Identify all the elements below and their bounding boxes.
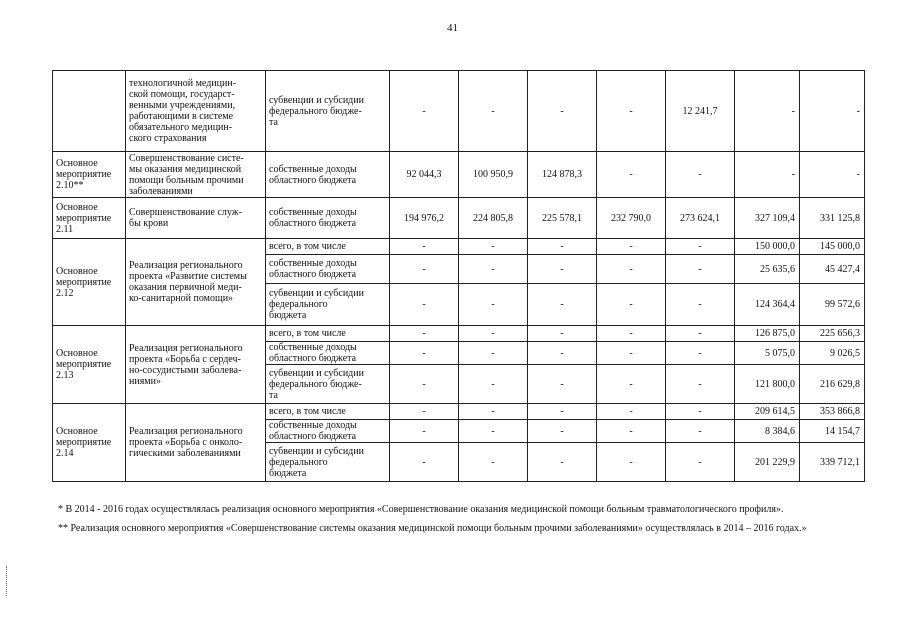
value-cell: - bbox=[390, 326, 459, 342]
page-number: 41 bbox=[447, 22, 458, 34]
source-cell bbox=[266, 255, 390, 284]
name-cell-line: бы крови bbox=[129, 218, 169, 229]
table-row bbox=[53, 71, 865, 152]
name-cell-line: проекта «Развитие системы bbox=[129, 271, 247, 282]
value-cell: - bbox=[528, 420, 597, 443]
value-cell: - bbox=[528, 342, 597, 365]
source-cell-line: собственные доходы bbox=[269, 258, 357, 269]
source-cell bbox=[266, 420, 390, 443]
source-cell bbox=[266, 404, 390, 420]
event-cell bbox=[53, 326, 126, 404]
event-cell-line: 2.10** bbox=[56, 180, 84, 191]
budget-table bbox=[52, 70, 865, 482]
source-cell bbox=[266, 365, 390, 404]
name-cell-line: оказания первичной меди- bbox=[129, 282, 242, 293]
source-cell bbox=[266, 326, 390, 342]
source-cell-line: субвенции и субсидии bbox=[269, 367, 364, 379]
footnote-2: ** Реализация основного мероприятия «Совершенствование системы оказания медицинской помощи больным прочими заболеваниями» осуществлялась в 2014 – 2016 годах.» bbox=[58, 523, 807, 534]
event-cell-line: мероприятие bbox=[56, 276, 112, 288]
value-cell: 14 154,7 bbox=[800, 420, 865, 443]
source-cell bbox=[266, 342, 390, 365]
value-cell: - bbox=[597, 365, 666, 404]
value-cell: - bbox=[459, 404, 528, 420]
source-cell-line: субвенции и субсидии bbox=[269, 288, 364, 299]
name-cell-line: проекта «Борьба с сердеч- bbox=[129, 353, 241, 365]
name-cell-line: ского страхования bbox=[129, 133, 207, 144]
value-cell: 150 000,0 bbox=[735, 239, 800, 255]
event-cell-line: 2.13 bbox=[56, 370, 74, 381]
event-cell-line: 2.14 bbox=[56, 448, 74, 459]
margin-mark bbox=[6, 566, 13, 596]
value-cell: - bbox=[528, 71, 597, 152]
event-cell bbox=[53, 239, 126, 326]
value-cell: - bbox=[459, 71, 528, 152]
name-cell-line: мы оказания медицинской bbox=[129, 163, 242, 175]
value-cell: - bbox=[459, 420, 528, 443]
name-cell-line: Совершенствование систе- bbox=[129, 152, 244, 164]
value-cell: - bbox=[390, 239, 459, 255]
name-cell bbox=[126, 239, 266, 326]
source-cell-line: та bbox=[269, 389, 278, 401]
event-cell-line: Основное bbox=[56, 265, 98, 277]
value-cell: - bbox=[528, 255, 597, 284]
value-cell: - bbox=[528, 404, 597, 420]
name-cell-line: ской помощи, государст- bbox=[129, 89, 235, 100]
name-cell-line: обязательного медицин- bbox=[129, 122, 233, 133]
value-cell: - bbox=[597, 152, 666, 198]
value-cell: - bbox=[666, 326, 735, 342]
source-cell bbox=[266, 198, 390, 239]
event-cell-line: мероприятие bbox=[56, 437, 112, 448]
source-cell-line: та bbox=[269, 116, 278, 128]
value-cell: - bbox=[459, 365, 528, 404]
value-cell: 8 384,6 bbox=[735, 420, 800, 443]
value-cell: - bbox=[666, 342, 735, 365]
value-cell: 273 624,1 bbox=[666, 198, 735, 239]
source-cell-line: собственные доходы bbox=[269, 420, 357, 431]
table-row bbox=[53, 239, 865, 255]
value-cell: 232 790,0 bbox=[597, 198, 666, 239]
source-cell-line: субвенции и субсидии bbox=[269, 445, 364, 457]
value-cell: 339 712,1 bbox=[800, 443, 865, 482]
value-cell: - bbox=[390, 255, 459, 284]
name-cell-line: помощи больным прочими bbox=[129, 174, 244, 186]
value-cell: - bbox=[735, 152, 800, 198]
value-cell: 353 866,8 bbox=[800, 404, 865, 420]
name-cell-line: технологичной медицин- bbox=[129, 78, 237, 89]
table-row bbox=[53, 404, 865, 420]
name-cell-line: Реализация регионального bbox=[129, 342, 243, 354]
value-cell: 145 000,0 bbox=[800, 239, 865, 255]
value-cell: - bbox=[597, 420, 666, 443]
source-cell-line: субвенции и субсидии bbox=[269, 94, 364, 106]
value-cell: - bbox=[597, 284, 666, 326]
value-cell: - bbox=[390, 443, 459, 482]
source-cell-line: федерального bbox=[269, 456, 328, 468]
value-cell: - bbox=[390, 342, 459, 365]
value-cell: 209 614,5 bbox=[735, 404, 800, 420]
value-cell: - bbox=[390, 420, 459, 443]
name-cell-line: заболеваниями bbox=[129, 185, 193, 197]
source-cell-line: областного бюджета bbox=[269, 269, 357, 280]
name-cell bbox=[126, 326, 266, 404]
value-cell: - bbox=[597, 326, 666, 342]
source-cell-line: собственные доходы bbox=[269, 342, 357, 353]
source-cell-line: федерального bbox=[269, 299, 328, 310]
name-cell-line: проекта «Борьба с онколо- bbox=[129, 437, 243, 448]
source-cell bbox=[266, 152, 390, 198]
source-cell-line: федерального бюдже- bbox=[269, 378, 362, 390]
name-cell bbox=[126, 152, 266, 198]
event-cell bbox=[53, 198, 126, 239]
value-cell: - bbox=[528, 443, 597, 482]
source-cell-line: областного бюджета bbox=[269, 431, 357, 442]
value-cell: 25 635,6 bbox=[735, 255, 800, 284]
name-cell bbox=[126, 71, 266, 152]
event-cell-line: мероприятие bbox=[56, 359, 112, 370]
event-cell-line: Основное bbox=[56, 426, 98, 437]
value-cell: 92 044,3 bbox=[390, 152, 459, 198]
value-cell: 201 229,9 bbox=[735, 443, 800, 482]
value-cell: - bbox=[390, 365, 459, 404]
value-cell: - bbox=[528, 365, 597, 404]
value-cell: - bbox=[597, 404, 666, 420]
event-cell bbox=[53, 404, 126, 482]
value-cell: - bbox=[459, 284, 528, 326]
name-cell-line: ко-санитарной помощи» bbox=[129, 293, 234, 304]
value-cell: - bbox=[666, 404, 735, 420]
value-cell: - bbox=[666, 420, 735, 443]
value-cell: - bbox=[666, 239, 735, 255]
event-cell-line: Основное bbox=[56, 201, 98, 213]
value-cell: 194 976,2 bbox=[390, 198, 459, 239]
value-cell: 121 800,0 bbox=[735, 365, 800, 404]
value-cell: 224 805,8 bbox=[459, 198, 528, 239]
source-cell bbox=[266, 284, 390, 326]
event-cell-line: мероприятие bbox=[56, 169, 112, 180]
value-cell: - bbox=[459, 255, 528, 284]
name-cell-line: венными учреждениями, bbox=[129, 100, 236, 111]
value-cell: - bbox=[597, 255, 666, 284]
value-cell: 327 109,4 bbox=[735, 198, 800, 239]
value-cell: - bbox=[666, 443, 735, 482]
value-cell: - bbox=[597, 342, 666, 365]
table-row bbox=[53, 152, 865, 198]
value-cell: - bbox=[528, 326, 597, 342]
value-cell: - bbox=[800, 71, 865, 152]
source-cell-line: областного бюджета bbox=[269, 174, 357, 186]
source-cell-line: областного бюджета bbox=[269, 218, 357, 229]
event-cell-line: мероприятие bbox=[56, 212, 112, 224]
value-cell: - bbox=[735, 71, 800, 152]
value-cell: - bbox=[597, 239, 666, 255]
value-cell: 12 241,7 bbox=[666, 71, 735, 152]
name-cell-line: работающими в системе bbox=[129, 111, 234, 122]
value-cell: 45 427,4 bbox=[800, 255, 865, 284]
event-cell-line: 2.11 bbox=[56, 223, 74, 235]
value-cell: - bbox=[390, 404, 459, 420]
value-cell: - bbox=[666, 284, 735, 326]
value-cell: 126 875,0 bbox=[735, 326, 800, 342]
name-cell-line: Реализация регионального bbox=[129, 426, 243, 437]
event-cell bbox=[53, 71, 126, 152]
name-cell bbox=[126, 198, 266, 239]
value-cell: - bbox=[800, 152, 865, 198]
value-cell: - bbox=[666, 152, 735, 198]
value-cell: - bbox=[666, 255, 735, 284]
source-cell-line: федерального бюдже- bbox=[269, 105, 362, 117]
source-cell-line: всего, в том числе bbox=[269, 241, 346, 252]
table-row bbox=[53, 198, 865, 239]
value-cell: 99 572,6 bbox=[800, 284, 865, 326]
source-cell bbox=[266, 71, 390, 152]
value-cell: 9 026,5 bbox=[800, 342, 865, 365]
event-cell bbox=[53, 152, 126, 198]
value-cell: 225 656,3 bbox=[800, 326, 865, 342]
source-cell-line: всего, в том числе bbox=[269, 328, 346, 339]
value-cell: - bbox=[459, 326, 528, 342]
event-cell-line: Основное bbox=[56, 158, 98, 169]
value-cell: - bbox=[459, 443, 528, 482]
value-cell: 5 075,0 bbox=[735, 342, 800, 365]
value-cell: - bbox=[528, 284, 597, 326]
value-cell: - bbox=[528, 239, 597, 255]
name-cell-line: Реализация регионального bbox=[129, 260, 243, 271]
value-cell: - bbox=[597, 71, 666, 152]
value-cell: 100 950,9 bbox=[459, 152, 528, 198]
value-cell: - bbox=[666, 365, 735, 404]
value-cell: - bbox=[390, 71, 459, 152]
source-cell-line: бюджета bbox=[269, 467, 307, 479]
source-cell-line: собственные доходы bbox=[269, 207, 357, 218]
value-cell: - bbox=[390, 284, 459, 326]
source-cell-line: всего, в том числе bbox=[269, 406, 346, 417]
value-cell: - bbox=[459, 239, 528, 255]
table-row bbox=[53, 326, 865, 342]
value-cell: 124 364,4 bbox=[735, 284, 800, 326]
value-cell: - bbox=[459, 342, 528, 365]
name-cell bbox=[126, 404, 266, 482]
source-cell-line: собственные доходы bbox=[269, 163, 357, 175]
footnote-1: * В 2014 - 2016 годах осуществлялась реализация основного мероприятия «Совершенствование оказания медицинской помощи больным травматологического профиля». bbox=[58, 504, 784, 515]
event-cell-line: 2.12 bbox=[56, 287, 74, 299]
event-cell-line: Основное bbox=[56, 348, 98, 359]
value-cell: 124 878,3 bbox=[528, 152, 597, 198]
name-cell-line: но-сосудистыми заболева- bbox=[129, 364, 242, 376]
source-cell bbox=[266, 443, 390, 482]
name-cell-line: Совершенствование служ- bbox=[129, 207, 242, 218]
source-cell bbox=[266, 239, 390, 255]
value-cell: 216 629,8 bbox=[800, 365, 865, 404]
value-cell: 225 578,1 bbox=[528, 198, 597, 239]
value-cell: - bbox=[597, 443, 666, 482]
name-cell-line: гическими заболеваниями bbox=[129, 448, 241, 459]
source-cell-line: областного бюджета bbox=[269, 353, 357, 364]
value-cell: 331 125,8 bbox=[800, 198, 865, 239]
source-cell-line: бюджета bbox=[269, 310, 307, 321]
name-cell-line: ниями» bbox=[129, 375, 161, 387]
